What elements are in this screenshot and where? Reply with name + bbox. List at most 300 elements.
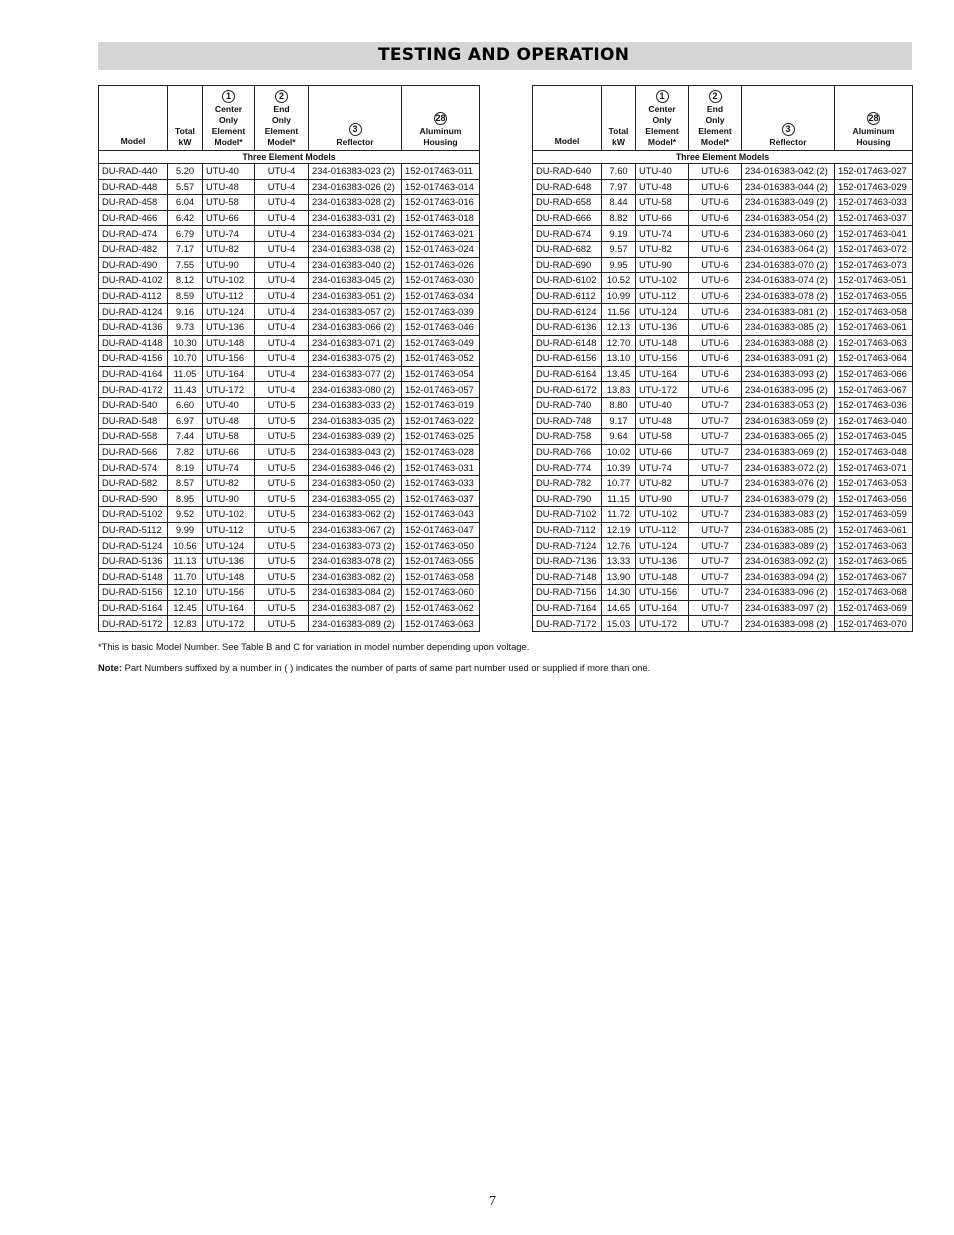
cell-housing: 152-017463-072: [835, 241, 913, 257]
col-header-housing: [835, 86, 913, 151]
cell-housing: 152-017463-025: [402, 429, 480, 445]
cell-model: DU-RAD-558: [99, 429, 168, 445]
cell-total-kw: 14.30: [602, 585, 636, 601]
cell-total-kw: 10.52: [602, 273, 636, 289]
cell-reflector: 234-016383-075 (2): [309, 351, 402, 367]
cell-reflector: 234-016383-095 (2): [742, 382, 835, 398]
cell-total-kw: 12.13: [602, 319, 636, 335]
cell-center-element: UTU-136: [636, 319, 689, 335]
cell-center-element: UTU-124: [636, 538, 689, 554]
cell-total-kw: 11.43: [168, 382, 203, 398]
cell-end-element: UTU-6: [689, 319, 742, 335]
table-row: [533, 600, 913, 616]
cell-end-element: UTU-6: [689, 195, 742, 211]
cell-end-element: UTU-7: [689, 600, 742, 616]
cell-center-element: UTU-148: [636, 569, 689, 585]
cell-model: DU-RAD-540: [99, 397, 168, 413]
table-row: [533, 569, 913, 585]
cell-model: DU-RAD-7172: [533, 616, 602, 632]
header-label: Center: [648, 104, 676, 114]
cell-housing: 152-017463-068: [835, 585, 913, 601]
cell-housing: 152-017463-064: [835, 351, 913, 367]
header-row: [99, 86, 480, 151]
table-row: [99, 351, 480, 367]
cell-reflector: 234-016383-039 (2): [309, 429, 402, 445]
table-row: [99, 241, 480, 257]
cell-reflector: 234-016383-051 (2): [309, 288, 402, 304]
cell-reflector: 234-016383-088 (2): [742, 335, 835, 351]
cell-end-element: UTU-7: [689, 397, 742, 413]
cell-housing: 152-017463-071: [835, 460, 913, 476]
cell-reflector: 234-016383-085 (2): [742, 522, 835, 538]
cell-housing: 152-017463-069: [835, 600, 913, 616]
cell-center-element: UTU-66: [203, 210, 255, 226]
cell-end-element: UTU-6: [689, 288, 742, 304]
col-header-end-element: [689, 86, 742, 151]
table-row: [533, 164, 913, 180]
cell-end-element: UTU-6: [689, 335, 742, 351]
table-row: [533, 553, 913, 569]
cell-center-element: UTU-74: [636, 460, 689, 476]
cell-end-element: UTU-7: [689, 460, 742, 476]
cell-end-element: UTU-4: [255, 179, 309, 195]
cell-total-kw: 10.99: [602, 288, 636, 304]
table-row: [99, 382, 480, 398]
cell-end-element: UTU-6: [689, 210, 742, 226]
cell-reflector: 234-016383-038 (2): [309, 241, 402, 257]
cell-end-element: UTU-4: [255, 273, 309, 289]
table-row: [533, 304, 913, 320]
cell-total-kw: 9.19: [602, 226, 636, 242]
cell-model: DU-RAD-674: [533, 226, 602, 242]
cell-total-kw: 11.13: [168, 553, 203, 569]
cell-reflector: 234-016383-089 (2): [309, 616, 402, 632]
cell-model: DU-RAD-548: [99, 413, 168, 429]
cell-total-kw: 11.05: [168, 366, 203, 382]
cell-center-element: UTU-82: [203, 241, 255, 257]
header-row: [533, 86, 913, 151]
cell-center-element: UTU-90: [636, 257, 689, 273]
cell-housing: 152-017463-027: [835, 164, 913, 180]
col-header-reflector: [309, 86, 402, 151]
cell-model: DU-RAD-4164: [99, 366, 168, 382]
cell-reflector: 234-016383-087 (2): [309, 600, 402, 616]
cell-model: DU-RAD-6136: [533, 319, 602, 335]
table-row: [99, 616, 480, 632]
cell-model: DU-RAD-4172: [99, 382, 168, 398]
cell-center-element: UTU-164: [203, 600, 255, 616]
cell-end-element: UTU-5: [255, 507, 309, 523]
cell-total-kw: 7.82: [168, 444, 203, 460]
callout-2-icon: 2: [709, 90, 722, 103]
table-row: [533, 226, 913, 242]
cell-end-element: UTU-5: [255, 600, 309, 616]
header-label: Model*: [700, 137, 730, 147]
cell-end-element: UTU-6: [689, 351, 742, 367]
cell-reflector: 234-016383-080 (2): [309, 382, 402, 398]
table-row: [99, 195, 480, 211]
cell-reflector: 234-016383-067 (2): [309, 522, 402, 538]
cell-reflector: 234-016383-045 (2): [309, 273, 402, 289]
cell-reflector: 234-016383-028 (2): [309, 195, 402, 211]
group-label: Three Element Models: [533, 151, 913, 164]
header-label: Model: [554, 136, 580, 146]
col-header-center-element: [203, 86, 255, 151]
cell-housing: 152-017463-060: [402, 585, 480, 601]
cell-center-element: UTU-82: [203, 475, 255, 491]
cell-reflector: 234-016383-076 (2): [742, 475, 835, 491]
table-row: [99, 522, 480, 538]
cell-center-element: UTU-124: [203, 304, 255, 320]
cell-end-element: UTU-5: [255, 397, 309, 413]
cell-center-element: UTU-66: [636, 210, 689, 226]
table-row: [533, 397, 913, 413]
table-row: [533, 382, 913, 398]
callout-28-icon: 28: [868, 113, 879, 123]
cell-center-element: UTU-112: [636, 522, 689, 538]
table-row: [99, 304, 480, 320]
cell-model: DU-RAD-748: [533, 413, 602, 429]
cell-reflector: 234-016383-050 (2): [309, 475, 402, 491]
cell-end-element: UTU-6: [689, 257, 742, 273]
cell-total-kw: 10.77: [602, 475, 636, 491]
cell-reflector: 234-016383-043 (2): [309, 444, 402, 460]
header-label: kW: [178, 137, 192, 147]
cell-housing: 152-017463-063: [835, 335, 913, 351]
table-body: [533, 151, 913, 632]
table-row: [533, 241, 913, 257]
header-label: Only: [652, 115, 672, 125]
cell-center-element: UTU-136: [203, 319, 255, 335]
table-row: [99, 179, 480, 195]
cell-reflector: 234-016383-089 (2): [742, 538, 835, 554]
cell-total-kw: 13.90: [602, 569, 636, 585]
cell-reflector: 234-016383-055 (2): [309, 491, 402, 507]
cell-total-kw: 10.39: [602, 460, 636, 476]
cell-center-element: UTU-148: [203, 569, 255, 585]
cell-total-kw: 15.03: [602, 616, 636, 632]
cell-total-kw: 7.44: [168, 429, 203, 445]
cell-housing: 152-017463-059: [835, 507, 913, 523]
cell-center-element: UTU-102: [636, 273, 689, 289]
cell-end-element: UTU-4: [255, 241, 309, 257]
cell-end-element: UTU-7: [689, 522, 742, 538]
cell-reflector: 234-016383-059 (2): [742, 413, 835, 429]
cell-total-kw: 8.19: [168, 460, 203, 476]
cell-reflector: 234-016383-044 (2): [742, 179, 835, 195]
cell-center-element: UTU-74: [636, 226, 689, 242]
cell-end-element: UTU-5: [255, 413, 309, 429]
callout-1-icon: 1: [656, 90, 669, 103]
cell-housing: 152-017463-048: [835, 444, 913, 460]
cell-center-element: UTU-40: [636, 164, 689, 180]
cell-end-element: UTU-5: [255, 616, 309, 632]
cell-reflector: 234-016383-057 (2): [309, 304, 402, 320]
cell-housing: 152-017463-047: [402, 522, 480, 538]
cell-reflector: 234-016383-062 (2): [309, 507, 402, 523]
header-label: Model*: [267, 137, 296, 147]
cell-end-element: UTU-7: [689, 538, 742, 554]
cell-center-element: UTU-172: [636, 616, 689, 632]
cell-total-kw: 8.80: [602, 397, 636, 413]
cell-end-element: UTU-4: [255, 304, 309, 320]
cell-model: DU-RAD-740: [533, 397, 602, 413]
cell-model: DU-RAD-6102: [533, 273, 602, 289]
cell-housing: 152-017463-036: [835, 397, 913, 413]
cell-end-element: UTU-6: [689, 164, 742, 180]
cell-housing: 152-017463-063: [835, 538, 913, 554]
cell-center-element: UTU-90: [203, 491, 255, 507]
cell-end-element: UTU-4: [255, 319, 309, 335]
cell-center-element: UTU-40: [203, 397, 255, 413]
cell-model: DU-RAD-590: [99, 491, 168, 507]
header-label: kW: [612, 137, 625, 147]
cell-center-element: UTU-66: [636, 444, 689, 460]
cell-housing: 152-017463-063: [402, 616, 480, 632]
cell-model: DU-RAD-4102: [99, 273, 168, 289]
cell-end-element: UTU-5: [255, 538, 309, 554]
cell-center-element: UTU-164: [636, 366, 689, 382]
cell-total-kw: 8.57: [168, 475, 203, 491]
cell-reflector: 234-016383-053 (2): [742, 397, 835, 413]
col-header-total-kw: [168, 86, 203, 151]
col-header-center-element: [636, 86, 689, 151]
cell-model: DU-RAD-6164: [533, 366, 602, 382]
cell-housing: 152-017463-022: [402, 413, 480, 429]
group-row: [533, 151, 913, 164]
footnote-basic-model: *This is basic Model Number. See Table B and C for variation in model number depending upon voltage.: [98, 641, 530, 652]
cell-total-kw: 12.10: [168, 585, 203, 601]
cell-housing: 152-017463-041: [835, 226, 913, 242]
header-label: End: [706, 104, 724, 114]
table-row: [533, 616, 913, 632]
table-row: [99, 164, 480, 180]
cell-center-element: UTU-48: [636, 179, 689, 195]
cell-reflector: 234-016383-084 (2): [309, 585, 402, 601]
cell-total-kw: 9.16: [168, 304, 203, 320]
cell-end-element: UTU-7: [689, 553, 742, 569]
cell-center-element: UTU-74: [203, 460, 255, 476]
cell-reflector: 234-016383-079 (2): [742, 491, 835, 507]
cell-housing: 152-017463-067: [835, 382, 913, 398]
cell-center-element: UTU-48: [636, 413, 689, 429]
cell-center-element: UTU-156: [203, 585, 255, 601]
cell-center-element: UTU-58: [636, 429, 689, 445]
cell-housing: 152-017463-033: [835, 195, 913, 211]
cell-housing: 152-017463-016: [402, 195, 480, 211]
cell-total-kw: 10.30: [168, 335, 203, 351]
cell-model: DU-RAD-6172: [533, 382, 602, 398]
cell-end-element: UTU-7: [689, 413, 742, 429]
cell-total-kw: 8.12: [168, 273, 203, 289]
table-row: [99, 257, 480, 273]
cell-total-kw: 7.97: [602, 179, 636, 195]
cell-housing: 152-017463-055: [835, 288, 913, 304]
cell-center-element: UTU-102: [636, 507, 689, 523]
cell-reflector: 234-016383-097 (2): [742, 600, 835, 616]
cell-model: DU-RAD-6112: [533, 288, 602, 304]
cell-model: DU-RAD-490: [99, 257, 168, 273]
cell-total-kw: 6.42: [168, 210, 203, 226]
cell-total-kw: 9.57: [602, 241, 636, 257]
cell-total-kw: 11.56: [602, 304, 636, 320]
cell-reflector: 234-016383-074 (2): [742, 273, 835, 289]
cell-housing: 152-017463-065: [835, 553, 913, 569]
cell-model: DU-RAD-4124: [99, 304, 168, 320]
cell-housing: 152-017463-021: [402, 226, 480, 242]
col-header-reflector: [742, 86, 835, 151]
cell-total-kw: 12.70: [602, 335, 636, 351]
cell-end-element: UTU-5: [255, 491, 309, 507]
header-label: Only: [218, 115, 239, 125]
cell-model: DU-RAD-758: [533, 429, 602, 445]
cell-reflector: 234-016383-035 (2): [309, 413, 402, 429]
cell-reflector: 234-016383-073 (2): [309, 538, 402, 554]
cell-total-kw: 7.55: [168, 257, 203, 273]
table-header: [99, 86, 480, 151]
cell-reflector: 234-016383-064 (2): [742, 241, 835, 257]
header-label: Element: [264, 126, 299, 136]
cell-housing: 152-017463-014: [402, 179, 480, 195]
cell-housing: 152-017463-050: [402, 538, 480, 554]
cell-housing: 152-017463-067: [835, 569, 913, 585]
cell-total-kw: 13.10: [602, 351, 636, 367]
cell-housing: 152-017463-030: [402, 273, 480, 289]
cell-end-element: UTU-7: [689, 475, 742, 491]
cell-housing: 152-017463-049: [402, 335, 480, 351]
cell-center-element: UTU-148: [636, 335, 689, 351]
cell-end-element: UTU-7: [689, 444, 742, 460]
cell-housing: 152-017463-051: [835, 273, 913, 289]
cell-reflector: 234-016383-082 (2): [309, 569, 402, 585]
cell-end-element: UTU-4: [255, 164, 309, 180]
cell-total-kw: 10.56: [168, 538, 203, 554]
cell-total-kw: 12.83: [168, 616, 203, 632]
cell-model: DU-RAD-566: [99, 444, 168, 460]
cell-housing: 152-017463-073: [835, 257, 913, 273]
cell-housing: 152-017463-056: [835, 491, 913, 507]
cell-center-element: UTU-164: [203, 366, 255, 382]
cell-total-kw: 12.76: [602, 538, 636, 554]
header-label: Total: [608, 126, 629, 136]
cell-center-element: UTU-172: [203, 382, 255, 398]
cell-reflector: 234-016383-060 (2): [742, 226, 835, 242]
cell-end-element: UTU-5: [255, 522, 309, 538]
cell-total-kw: 6.97: [168, 413, 203, 429]
col-header-end-element: [255, 86, 309, 151]
callout-3-icon: 3: [349, 123, 362, 136]
cell-center-element: UTU-90: [203, 257, 255, 273]
cell-reflector: 234-016383-066 (2): [309, 319, 402, 335]
header-label: Center: [214, 104, 243, 114]
cell-reflector: 234-016383-023 (2): [309, 164, 402, 180]
cell-model: DU-RAD-7164: [533, 600, 602, 616]
col-header-model: [533, 86, 602, 151]
cell-center-element: UTU-58: [203, 429, 255, 445]
callout-3-icon: 3: [782, 123, 795, 136]
cell-model: DU-RAD-5112: [99, 522, 168, 538]
cell-end-element: UTU-5: [255, 444, 309, 460]
cell-reflector: 234-016383-078 (2): [742, 288, 835, 304]
group-row: [99, 151, 480, 164]
cell-model: DU-RAD-7102: [533, 507, 602, 523]
table-row: [99, 553, 480, 569]
cell-model: DU-RAD-5172: [99, 616, 168, 632]
cell-housing: 152-017463-026: [402, 257, 480, 273]
cell-model: DU-RAD-4148: [99, 335, 168, 351]
cell-center-element: UTU-112: [203, 522, 255, 538]
cell-end-element: UTU-6: [689, 382, 742, 398]
table-row: [99, 569, 480, 585]
header-label: Housing: [856, 137, 891, 147]
cell-housing: 152-017463-058: [402, 569, 480, 585]
header-label: Model*: [214, 137, 243, 147]
cell-model: DU-RAD-458: [99, 195, 168, 211]
cell-end-element: UTU-7: [689, 585, 742, 601]
cell-reflector: 234-016383-040 (2): [309, 257, 402, 273]
cell-total-kw: 12.19: [602, 522, 636, 538]
cell-center-element: UTU-66: [203, 444, 255, 460]
cell-housing: 152-017463-043: [402, 507, 480, 523]
cell-housing: 152-017463-024: [402, 241, 480, 257]
cell-model: DU-RAD-5102: [99, 507, 168, 523]
cell-housing: 152-017463-061: [835, 522, 913, 538]
cell-total-kw: 9.73: [168, 319, 203, 335]
cell-model: DU-RAD-4156: [99, 351, 168, 367]
cell-center-element: UTU-156: [636, 351, 689, 367]
cell-end-element: UTU-4: [255, 351, 309, 367]
cell-housing: 152-017463-057: [402, 382, 480, 398]
cell-total-kw: 12.45: [168, 600, 203, 616]
cell-end-element: UTU-7: [689, 616, 742, 632]
header-label: Aluminum: [419, 126, 462, 136]
cell-total-kw: 13.33: [602, 553, 636, 569]
cell-reflector: 234-016383-096 (2): [742, 585, 835, 601]
header-label: End: [273, 104, 290, 114]
cell-housing: 152-017463-045: [835, 429, 913, 445]
header-label: Total: [175, 126, 195, 136]
footnote-part-numbers: [98, 662, 650, 673]
cell-reflector: 234-016383-092 (2): [742, 553, 835, 569]
table-row: [99, 210, 480, 226]
cell-reflector: 234-016383-070 (2): [742, 257, 835, 273]
header-label: Aluminum: [852, 126, 895, 136]
table-row: [99, 366, 480, 382]
header-label: Only: [705, 115, 725, 125]
cell-end-element: UTU-7: [689, 429, 742, 445]
cell-reflector: 234-016383-091 (2): [742, 351, 835, 367]
table-row: [533, 335, 913, 351]
cell-end-element: UTU-4: [255, 288, 309, 304]
table-row: [99, 226, 480, 242]
cell-model: DU-RAD-658: [533, 195, 602, 211]
table-row: [99, 460, 480, 476]
cell-center-element: UTU-136: [636, 553, 689, 569]
cell-end-element: UTU-5: [255, 475, 309, 491]
cell-total-kw: 8.44: [602, 195, 636, 211]
cell-end-element: UTU-6: [689, 179, 742, 195]
cell-reflector: 234-016383-034 (2): [309, 226, 402, 242]
cell-reflector: 234-016383-078 (2): [309, 553, 402, 569]
cell-total-kw: 5.20: [168, 164, 203, 180]
callout-28-icon: 28: [435, 113, 446, 123]
table-row: [533, 538, 913, 554]
col-header-housing: [402, 86, 480, 151]
cell-reflector: 234-016383-046 (2): [309, 460, 402, 476]
table-row: [99, 475, 480, 491]
cell-total-kw: 10.02: [602, 444, 636, 460]
cell-model: DU-RAD-7148: [533, 569, 602, 585]
